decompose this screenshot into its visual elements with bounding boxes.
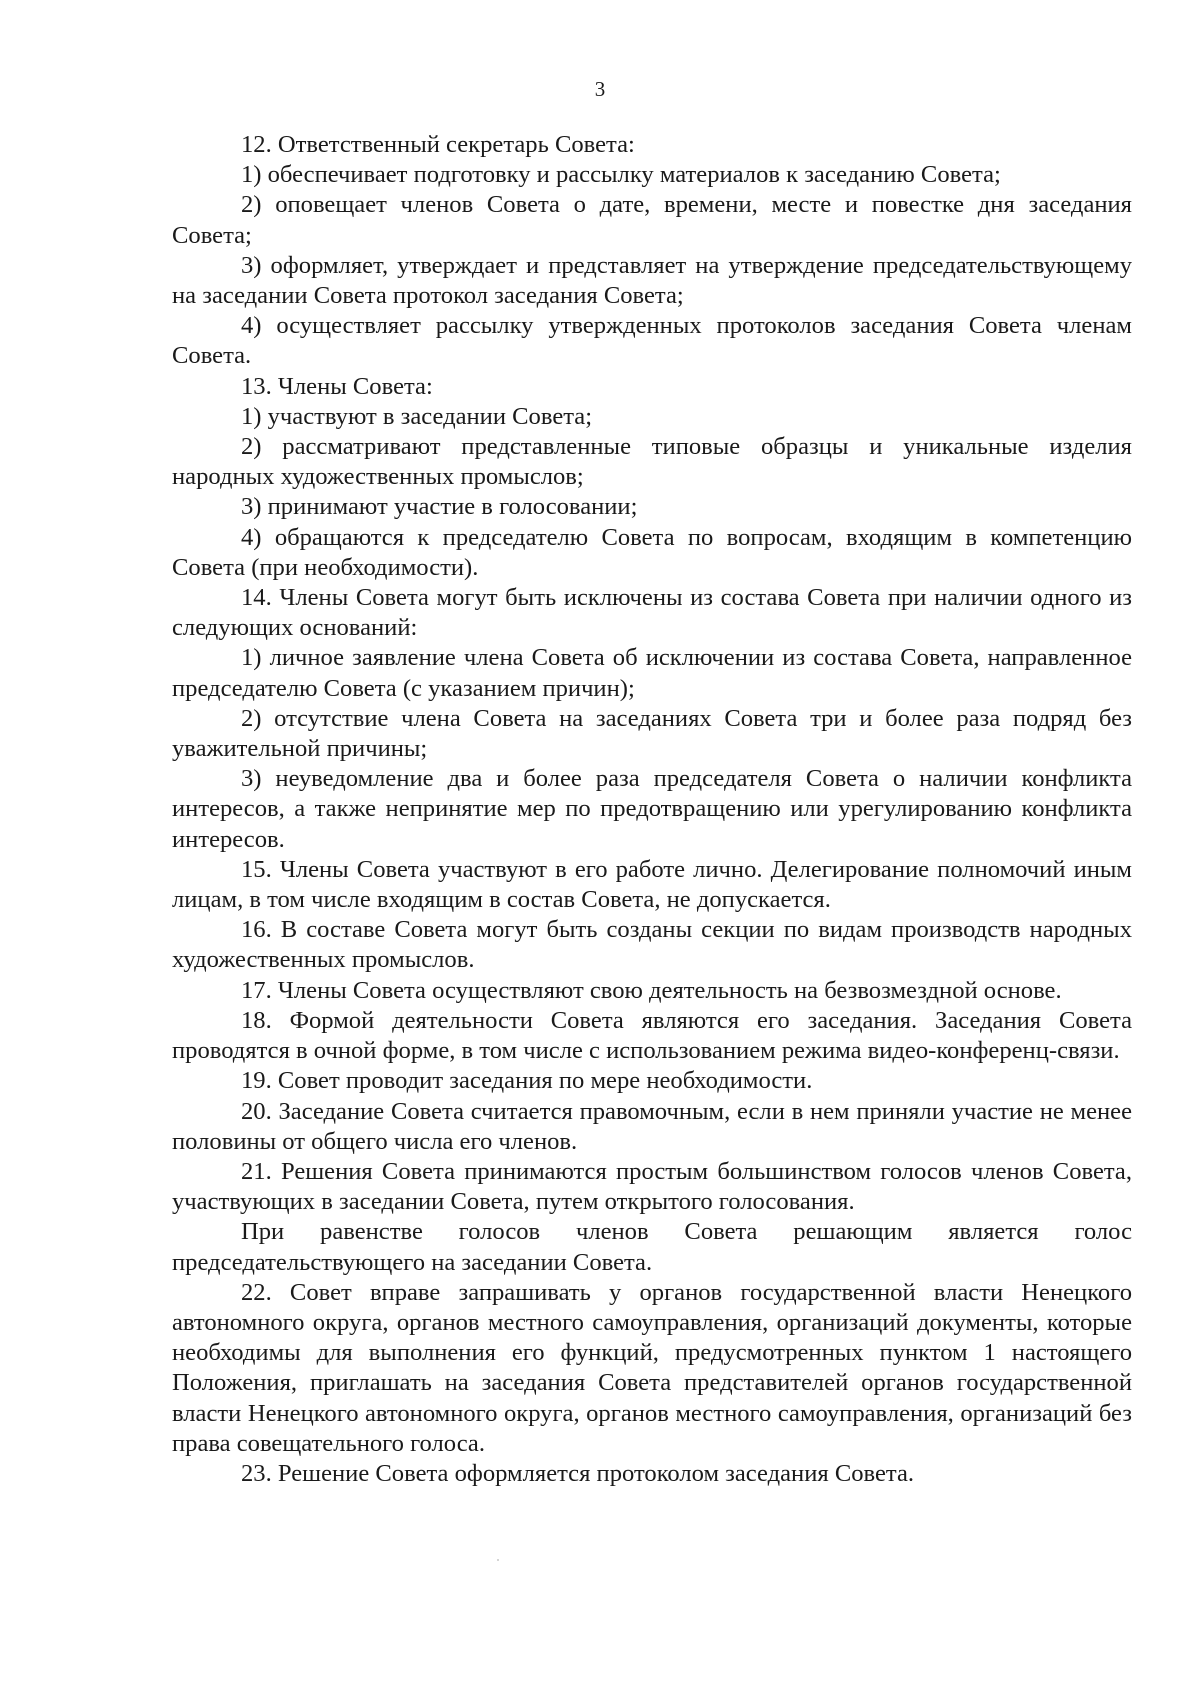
paragraph-13-heading: 13. Члены Совета:	[241, 372, 433, 400]
paragraph-23: 23. Решение Совета оформляется протоколом заседания Совета.	[241, 1459, 915, 1487]
paragraph-21-tie-vote: При равенстве голосов членов Совета решающим является голос председательствующего на заседании Совета.	[172, 1218, 1132, 1276]
paragraph-15: 15. Члены Совета участвуют в его работе лично. Делегирование полномочий иным лицам, в том числе входящим в состав Совета, не допускается.	[172, 855, 1132, 914]
paragraph-18: 18. Формой деятельности Совета являются его заседания. Заседания Совета проводятся в очной форме, в том числе с использованием режима видео-конференц-связи.	[172, 1006, 1132, 1065]
paragraph-12-item-3: 3) оформляет, утверждает и представляет на утверждение председательствующему на заседании Совета протокол заседания Совета;	[172, 251, 1132, 310]
paragraph-14-item-3: 3) неуведомление два и более раза председателя Совета о наличии конфликта интересов, а также непринятие мер по предотвращению или урегулированию конфликта интересов.	[172, 765, 1132, 853]
paragraph-22: 22. Совет вправе запрашивать у органов государственной власти Ненецкого автономного округа, органов местного самоуправления, организаций документы, которые необходимы для выполнения его функций, предусмотренных пунктом 1 настоящего Положения, приглашать на заседания Совета представителей органов государственной власти Ненецкого автономного округа, органов местного самоуправления, организаций без права совещательного голоса.	[172, 1278, 1132, 1457]
paragraph-21: 21. Решения Совета принимаются простым большинством голосов членов Совета, участвующих в заседании Совета, путем открытого голосования.	[172, 1157, 1132, 1216]
page-number: 3	[594, 77, 606, 101]
paragraph-12-heading: 12. Ответственный секретарь Совета:	[241, 131, 635, 158]
paragraph-14-item-1: 1) личное заявление члена Совета об исключении из состава Совета, направленное председателю Совета (с указанием причин);	[172, 644, 1132, 702]
paragraph-16: 16. В составе Совета могут быть созданы секции по видам производств народных художественных промыслов.	[172, 916, 1132, 974]
paragraph-13-item-2: 2) рассматривают представленные типовые образцы и уникальные изделия народных художественных промыслов;	[172, 433, 1132, 491]
paragraph-12-item-2: 2) оповещает членов Совета о дате, времени, месте и повестке дня заседания Совета;	[172, 191, 1132, 249]
paragraph-14-item-2: 2) отсутствие члена Совета на заседаниях Совета три и более раза подряд без уважительной причины;	[172, 704, 1132, 763]
paragraph-17: 17. Члены Совета осуществляют свою деятельность на безвозмездной основе.	[241, 976, 1062, 1004]
paragraph-12-item-1: 1) обеспечивает подготовку и рассылку материалов к заседанию Совета;	[241, 161, 1001, 189]
paragraph-14-heading: 14. Члены Совета могут быть исключены из состава Совета при наличии одного из следующих оснований:	[172, 584, 1132, 642]
paragraph-19: 19. Совет проводит заседания по мере необходимости.	[241, 1067, 813, 1095]
paragraph-12-item-4: 4) осуществляет рассылку утвержденных протоколов заседания Совета членам Совета.	[172, 312, 1132, 370]
paragraph-13-item-4: 4) обращаются к председателю Совета по вопросам, входящим в компетенцию Совета (при необходимости).	[172, 523, 1132, 581]
paragraph-13-item-1: 1) участвуют в заседании Совета;	[241, 402, 593, 430]
paragraph-20: 20. Заседание Совета считается правомочным, если в нем приняли участие не менее половины от общего числа его членов.	[172, 1097, 1132, 1155]
scan-artifact-dot	[497, 1559, 499, 1561]
paragraph-13-item-3: 3) принимают участие в голосовании;	[241, 493, 638, 521]
document-body	[172, 130, 1132, 1489]
